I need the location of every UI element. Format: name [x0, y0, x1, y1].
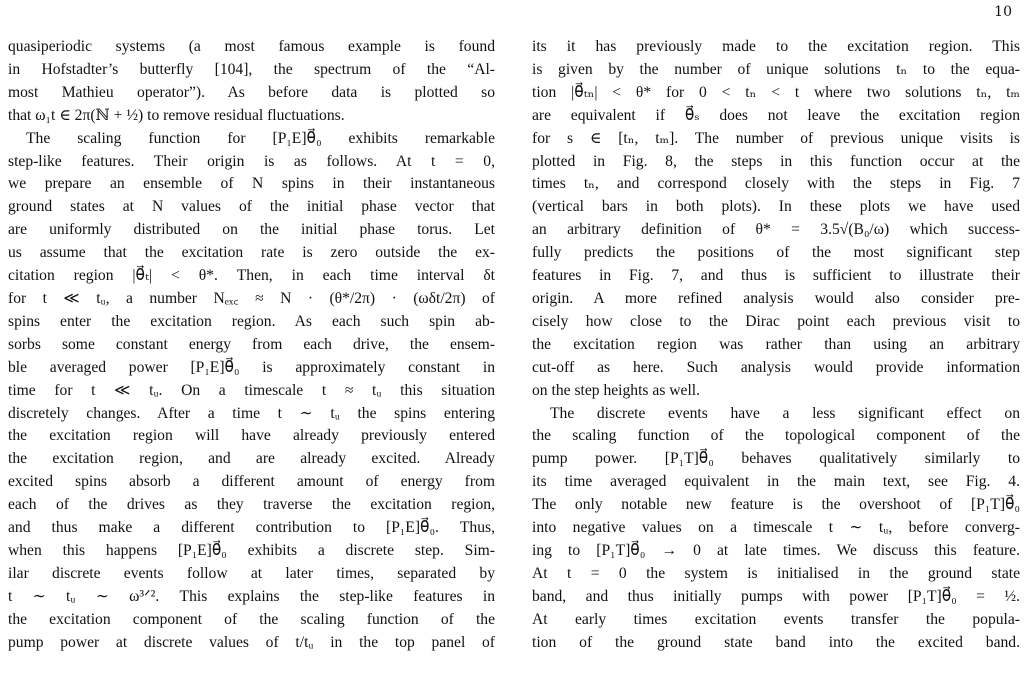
text-line: ble averaged power [P₁E]θ⃗₀ is approximately constant in [8, 358, 495, 376]
text-line: are equivalent if θ⃗ₛ does not leave the excitation region [532, 106, 1020, 124]
text-line: The scaling function for [P₁E]θ⃗₀ exhibits remarkable [26, 129, 495, 147]
text-line: tion of the ground state band into the excited band. [532, 633, 1020, 651]
text-line: its it has previously made to the excitation region. This [532, 38, 1020, 55]
text-line: quasiperiodic systems (a most famous example is found [8, 38, 495, 55]
text-line: the excitation component of the scaling function of the [8, 610, 495, 628]
text-line: into negative values on a timescale t ∼ tᵤ, before converg- [532, 519, 1020, 537]
text-line: excited spins absorb a different amount of energy from [8, 473, 495, 491]
text-line: the excitation region was rather than using an arbitrary [532, 335, 1020, 353]
text-line: us assume that the excitation rate is zero outside the ex- [8, 244, 495, 262]
text-line: times tₙ, and correspond closely with the steps in Fig. 7 [532, 175, 1020, 193]
text-line: each of the drives as they traverse the excitation region, [8, 496, 495, 514]
text-line: are uniformly distributed on the initial phase torus. Let [8, 221, 495, 239]
text-line: on the step heights as well. [532, 381, 701, 399]
text-line: pump power at discrete values of t/tᵤ in the top panel of [8, 633, 495, 651]
text-line: the scaling function of the topological component of the [532, 427, 1020, 445]
text-line: for t ≪ tᵤ, a number Nₑₓ꜀ ≈ N · (θ*/2π) · (ωδt/2π) of [8, 289, 495, 307]
text-line: step-like features. Their origin is as follows. At t = 0, [8, 152, 495, 170]
text-line: that ω₁t ∈ 2π(ℕ + ½) to remove residual fluctuations. [8, 106, 345, 124]
text-line: citation region |θ⃗ₜ| < θ*. Then, in each time interval δt [8, 267, 495, 285]
text-line: most Mathieu operator”). As before data is plotted so [8, 83, 495, 101]
text-line: we prepare an ensemble of N spins in their instantaneous [8, 175, 495, 193]
left-column [8, 36, 495, 684]
text-line: and thus make a different contribution to [P₁E]θ⃗₀. Thus, [8, 519, 495, 537]
text-line: pump power. [P₁T]θ⃗₀ behaves qualitatively similarly to [532, 450, 1020, 468]
text-line: (vertical bars in both plots). In these plots we have used [532, 198, 1020, 216]
text-line: the excitation region, and are already excited. Already [8, 450, 495, 468]
text-line: time for t ≪ tᵤ. On a timescale t ≈ tᵤ this situation [8, 381, 495, 399]
text-line: t ∼ tᵤ ∼ ω³ᐟ². This explains the step-like features in [8, 587, 495, 605]
text-line: At early times excitation events transfer the popula- [532, 610, 1020, 628]
text-line: an arbitrary definition of θ* = 3.5√(B₀/ω) which success- [532, 221, 1020, 239]
text-line: for s ∈ [tₙ, tₘ]. The number of previous unique visits is [532, 129, 1020, 147]
text-line: origin. A more refined analysis would also consider pre- [532, 289, 1020, 307]
text-line: spins enter the excitation region. As each such spin ab- [8, 312, 495, 330]
text-line: fully predicts the positions of the most significant step [532, 244, 1020, 262]
text-line: the excitation region will have already previously entered [8, 427, 495, 445]
text-line: band, and thus initially pumps with power [P₁T]θ⃗₀ = ½. [532, 587, 1020, 605]
text-line: is given by the number of unique solutions tₙ to the equa- [532, 60, 1020, 78]
text-line: ing to [P₁T]θ⃗₀ → 0 at late times. We discuss this feature. [532, 541, 1020, 559]
page-number: 10 [994, 4, 1012, 20]
text-line: At t = 0 the system is initialised in the ground state [532, 564, 1020, 582]
text-line: plotted in Fig. 8, the steps in this function occur at the [532, 152, 1020, 170]
text-line: The only notable new feature is the overshoot of [P₁T]θ⃗₀ [532, 496, 1020, 514]
text-line: ground states at N values of the initial phase vector that [8, 198, 495, 216]
text-line: when this happens [P₁E]θ⃗₀ exhibits a discrete step. Sim- [8, 541, 495, 559]
text-line: cut-off as here. Such analysis would provide information [532, 358, 1020, 376]
right-column [532, 36, 1020, 684]
text-line: sorbs some constant energy from each drive, the ensem- [8, 335, 495, 353]
text-line: ilar discrete events follow at later times, separated by [8, 564, 495, 582]
text-line: discretely changes. After a time t ∼ tᵤ the spins entering [8, 404, 495, 422]
text-line: tion |θ⃗ₜₙ| < θ* for 0 < tₙ < t where two solutions tₙ, tₘ [532, 83, 1020, 101]
text-line: in Hofstadter’s butterfly [104], the spectrum of the “Al- [8, 60, 495, 78]
text-line: The discrete events have a less significant effect on [550, 404, 1020, 422]
text-line: its time averaged equivalent in the main text, see Fig. 4. [532, 473, 1020, 491]
text-line: features in Fig. 7, and thus is sufficient to illustrate their [532, 267, 1020, 285]
text-line: cisely how close to the Dirac point each previous visit to [532, 312, 1020, 330]
